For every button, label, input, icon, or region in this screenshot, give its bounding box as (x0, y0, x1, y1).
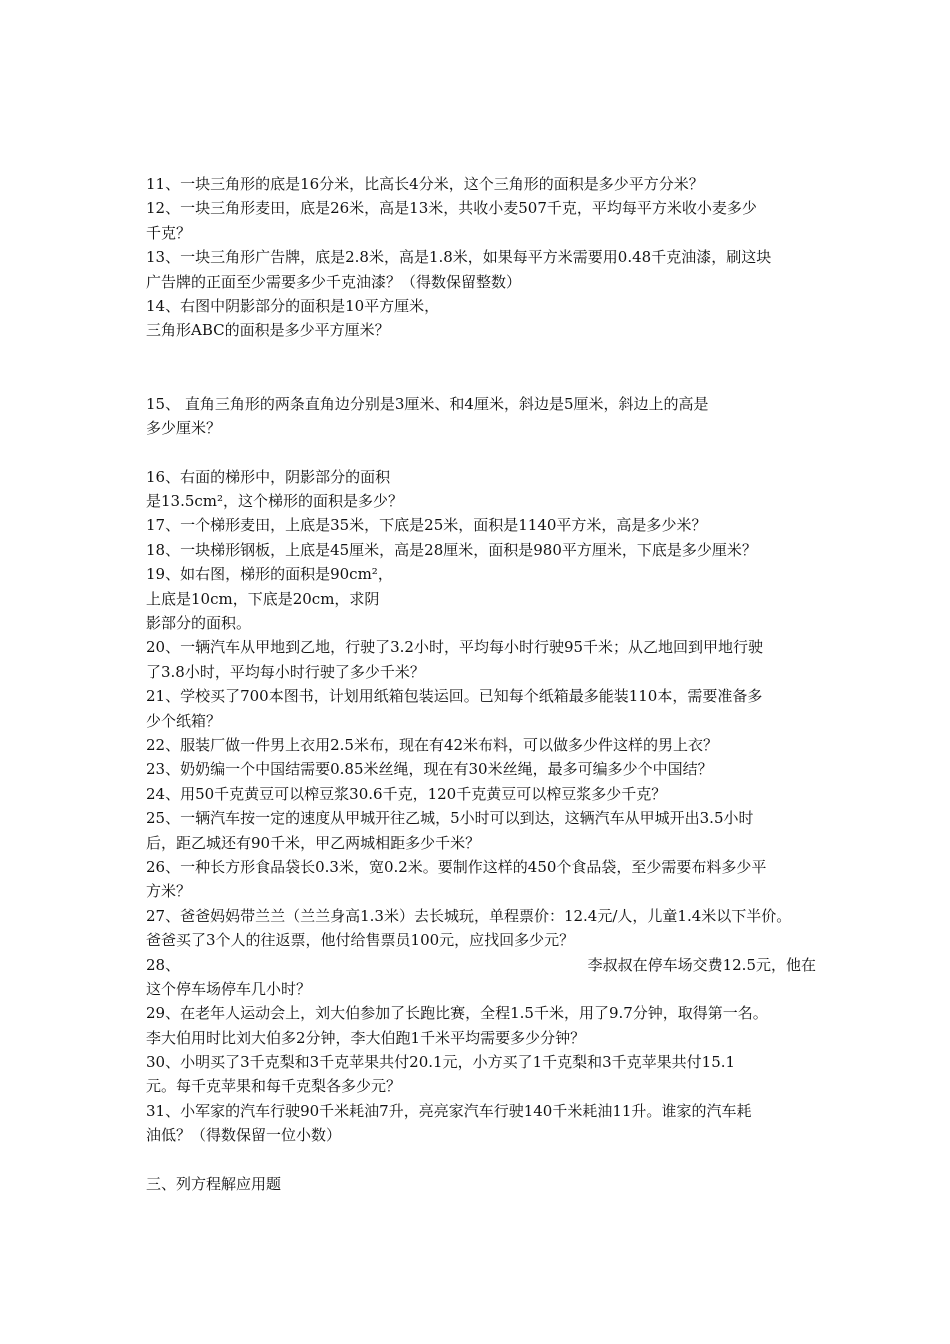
blank-space (146, 343, 826, 392)
text-line: 20、一辆汽车从甲地到乙地，行驶了3.2小时，平均每小时行驶95千米；从乙地回到甲地行驶 (146, 638, 764, 657)
text-line: 油低？（得数保留一位小数） (146, 1126, 342, 1145)
question-block-11-14 (146, 172, 826, 343)
text-line: 21、学校买了700本图书，计划用纸箱包装运回。已知每个纸箱最多能装110本，需要准备多 (146, 687, 763, 706)
text-line: 23、奶奶编一个中国结需要0.85米丝绳，现在有30米丝绳，最多可编多少个中国结？ (146, 760, 713, 779)
text-line: 元。每千克苹果和每千克梨各多少元？ (146, 1077, 402, 1096)
text-line: 26、一种长方形食品袋长0.3米，宽0.2米。要制作这样的450个食品袋，至少需要布料多少平 (146, 857, 767, 876)
question-block-28-31 (146, 977, 826, 1148)
text-line: 24、用50千克黄豆可以榨豆浆30.6千克，120千克黄豆可以榨豆浆多少千克？ (146, 784, 667, 803)
text-line: 了3.8小时，平均每小时行驶了多少千米？ (146, 662, 425, 681)
section-heading: 三、列方程解应用题 (146, 1175, 282, 1194)
text-line: 后，距乙城还有90千米，甲乙两城相距多少千米？ (146, 833, 481, 852)
text-line: 广告牌的正面至少需要多少千克油漆？（得数保留整数） (146, 272, 522, 291)
text-line: 方米？ (146, 882, 192, 901)
text-line: 这个停车场停车几小时？ (146, 979, 312, 998)
question-28-number: 28、 (146, 955, 181, 974)
text-line: 少个纸箱？ (146, 711, 222, 730)
text-line: 25、一辆汽车按一定的速度从甲城开往乙城，5小时可以到达，这辆汽车从甲城开出3.5小时 (146, 809, 754, 828)
text-line: 11、一块三角形的底是16分米，比高长4分米，这个三角形的面积是多少平方分米？ (146, 175, 704, 193)
text-line: 李大伯用时比刘大伯多2分钟，李大伯跑1千米平均需要多少分钟？ (146, 1028, 586, 1047)
question-block-16-27 (146, 465, 826, 953)
text-line: 爸爸买了3个人的往返票，他付给售票员100元，应找回多少元？ (146, 931, 575, 950)
question-28-text: 李叔叔在停车场交费12.5元，他在 (587, 955, 816, 974)
question-28-line (146, 953, 826, 977)
text-line: 30、小明买了3千克梨和3千克苹果共付20.1元，小方买了1千克梨和3千克苹果共付15.1 (146, 1053, 736, 1072)
text-line: 29、在老年人运动会上，刘大伯参加了长跑比赛，全程1.5千米，用了9.7分钟，取得第一名。 (146, 1004, 768, 1023)
text-line: 18、一块梯形钢板，上底是45厘米，高是28厘米，面积是980平方厘米，下底是多少厘米？ (146, 540, 757, 559)
text-line: 14、右图中阴影部分的面积是10平方厘米， (146, 296, 440, 315)
text-line: 22、服装厂做一件男上衣用2.5米布，现在有42米布料，可以做多少件这样的男上衣？ (146, 736, 719, 754)
document-body (146, 172, 826, 1196)
text-line: 上底是10cm，下底是20cm，求阴 (146, 589, 380, 608)
text-line: 三角形ABC的面积是多少平方厘米？ (146, 321, 390, 340)
text-line: 27、爸爸妈妈带兰兰（兰兰身高1.3米）去长城玩，单程票价：12.4元/人，儿童1.4米以下半价。 (146, 906, 792, 925)
text-line: 15、 直角三角形的两条直角边分别是3厘米、和4厘米，斜边是5厘米，斜边上的高是 (146, 394, 709, 413)
text-line: 31、小军家的汽车行驶90千米耗油7升，亮亮家汽车行驶140千米耗油11升。谁家的汽车耗 (146, 1101, 752, 1120)
blank-space (146, 1148, 826, 1172)
text-line: 17、一个梯形麦田，上底是35米，下底是25米，面积是1140平方米，高是多少米？ (146, 516, 707, 535)
text-line: 12、一块三角形麦田，底是26米，高是13米，共收小麦507千克，平均每平方米收小麦多少 (146, 199, 757, 218)
blank-space (146, 440, 826, 464)
question-block-15 (146, 392, 826, 441)
text-line: 13、一块三角形广告牌，底是2.8米，高是1.8米，如果每平方米需要用0.48千克油漆，刷这块 (146, 248, 772, 267)
text-line: 千克？ (146, 223, 192, 242)
text-line: 是13.5cm²，这个梯形的面积是多少？ (146, 492, 404, 511)
text-line: 多少厘米？ (146, 418, 222, 437)
text-line: 16、右面的梯形中，阴影部分的面积 (146, 467, 391, 486)
text-line: 19、如右图，梯形的面积是90cm²， (146, 565, 393, 584)
text-line: 影部分的面积。 (146, 614, 252, 633)
